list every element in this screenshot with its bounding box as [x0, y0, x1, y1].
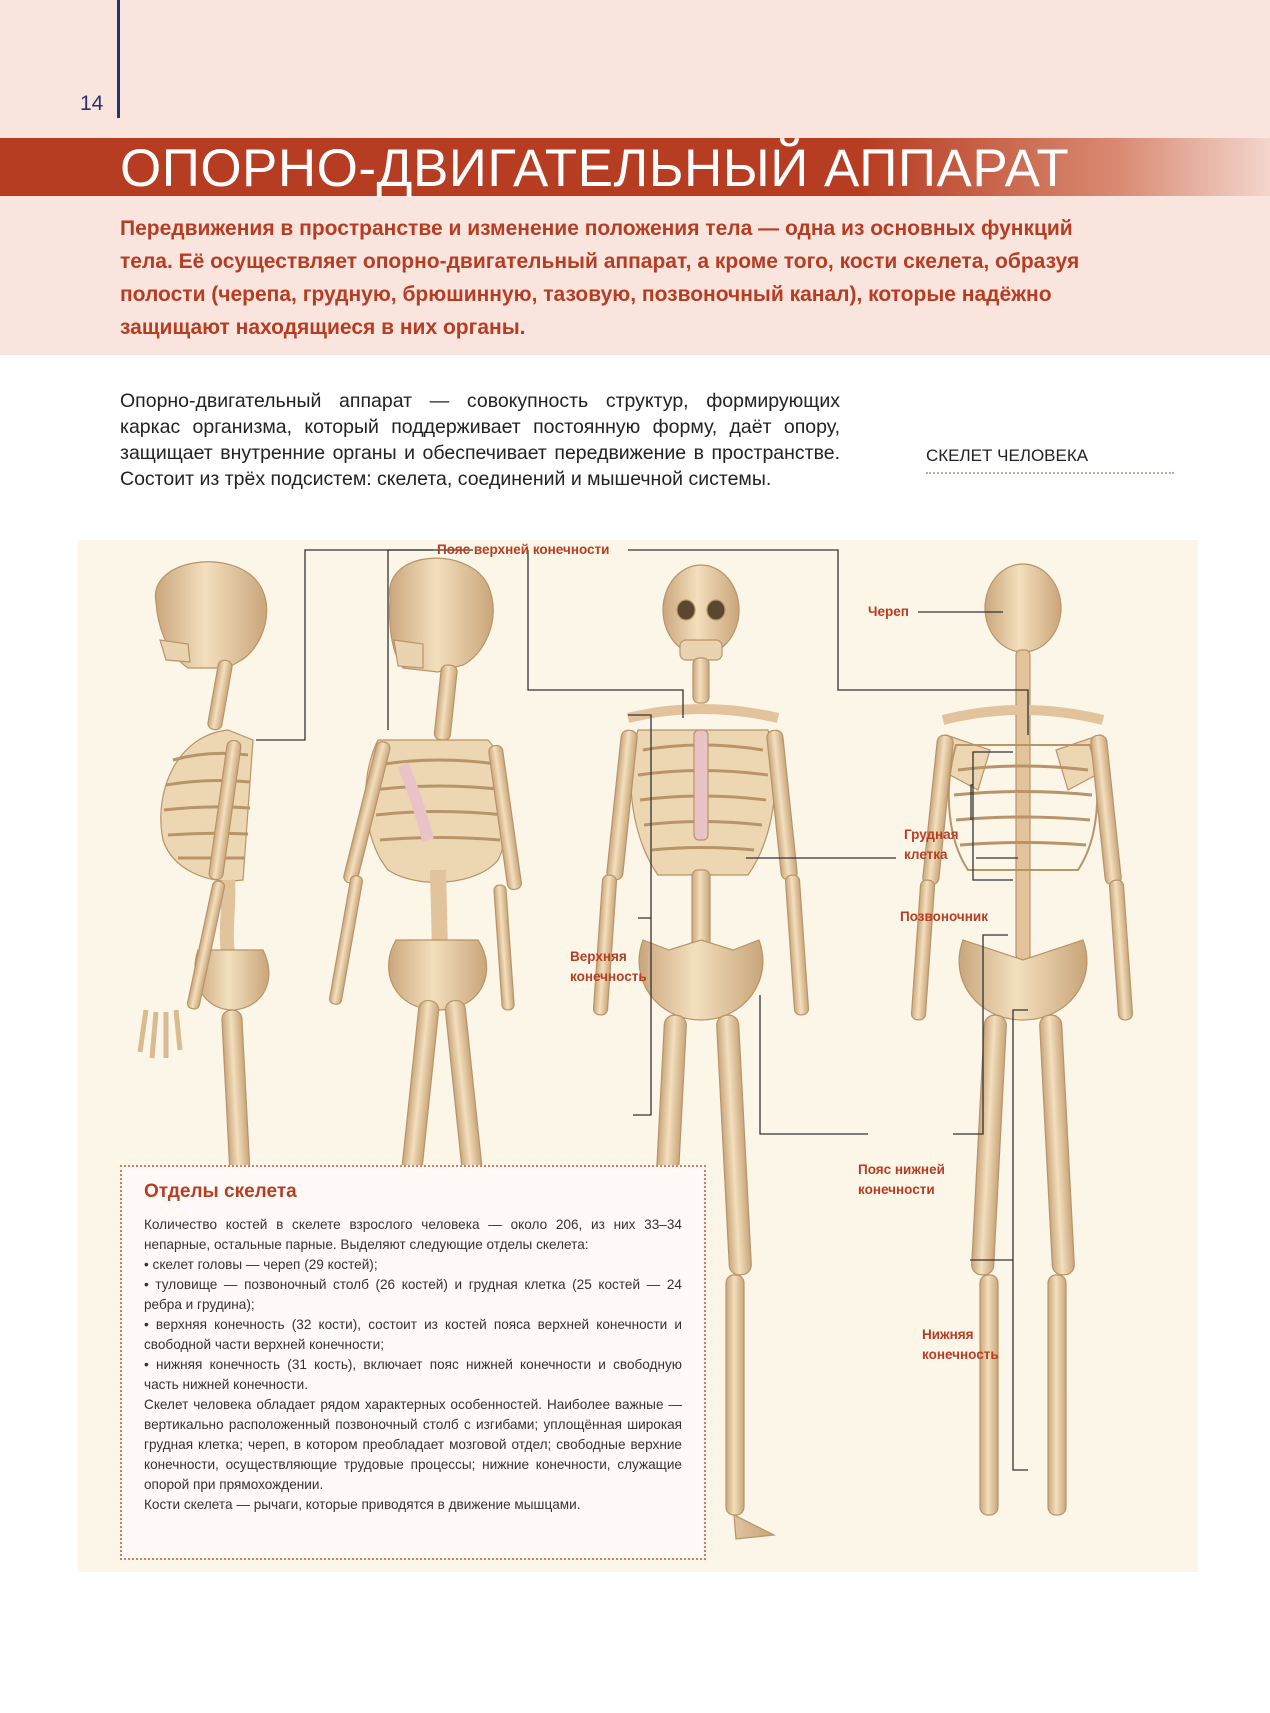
label-skull: Череп [868, 604, 909, 619]
page-title: ОПОРНО-ДВИГАТЕЛЬНЫЙ АППАРАТ [120, 139, 1070, 198]
lead-paragraph: Передвижения в пространстве и изменение положения тела — одна из основных функций тела. Её осуществляет опорно-двигательный аппарат, а кроме того, кости скелета, образуя полости (черепа, грудную, брюшинную, тазовую, позвоночный канал), которые надёжно защищают находящиеся в них органы. [120, 217, 1080, 339]
label-lower-limb-line2: конечность [922, 1347, 999, 1362]
label-upper-limb-girdle: Пояс верхней конечности [437, 542, 610, 557]
label-chest-line2: клетка [904, 847, 948, 862]
figure-caption: СКЕЛЕТ ЧЕЛОВЕКА [926, 446, 1174, 474]
intro-paragraph: Опорно-двигательный аппарат — совокупность структур, формирующих каркас организма, который поддерживает постоянную форму, даёт опору, защищает внутренние органы и обеспечивает передвижение в пространстве. Состоит из трёх подсистем: скелета, соединений и мышечной системы. [120, 390, 840, 490]
skeleton-side-view [140, 562, 269, 1261]
sidebar-title: Отделы скелета [144, 1181, 297, 1202]
label-spine: Позвоночник [900, 909, 988, 924]
page-number: 14 [80, 92, 104, 115]
label-lower-girdle-line2: конечности [858, 1182, 935, 1197]
sidebar-list-item: • скелет головы — череп (29 костей); [144, 1257, 378, 1272]
skeleton-sections-sidebar [120, 1165, 706, 1560]
skeleton-back-view [911, 564, 1133, 1515]
label-lower-limb-line1: Нижняя [922, 1327, 974, 1342]
sidebar-list-item: • верхняя конечность (32 кости), состоит из костей пояса верхней конечности и свободной части верхней конечности; [144, 1317, 682, 1352]
label-upper-limb-line1: Верхняя [570, 949, 627, 964]
sidebar-paragraph: Количество костей в скелете взрослого человека — около 206, из них 33–34 непарные, остальные парные. Выделяют следующие отделы скелета: [144, 1217, 682, 1252]
label-lower-girdle-line1: Пояс нижней [858, 1162, 945, 1177]
skeleton-three-quarter-view [329, 558, 522, 1260]
label-upper-limb-line2: конечность [570, 969, 647, 984]
sidebar-paragraph: Скелет человека обладает рядом характерных особенностей. Наиболее важные — вертикально расположенный позвоночный столб с изгибами; уплощённая широкая грудная клетка; череп, в котором преобладает мозговой отдел; свободные верхние конечности, осуществляющие трудовые процессы; нижние конечности, служащие опорой при прямохождении. [144, 1397, 682, 1492]
page-margin-line [117, 0, 120, 118]
sidebar-list-item: • нижняя конечность (31 кость), включает пояс нижней конечности и свободную часть нижней конечности. [144, 1357, 682, 1392]
label-chest-line1: Грудная [904, 827, 959, 842]
sidebar-paragraph: Кости скелета — рычаги, которые приводятся в движение мышцами. [144, 1497, 581, 1512]
sidebar-list-item: • туловище — позвоночный столб (26 костей) и грудная клетка (25 костей — 24 ребра и грудина); [144, 1277, 682, 1312]
